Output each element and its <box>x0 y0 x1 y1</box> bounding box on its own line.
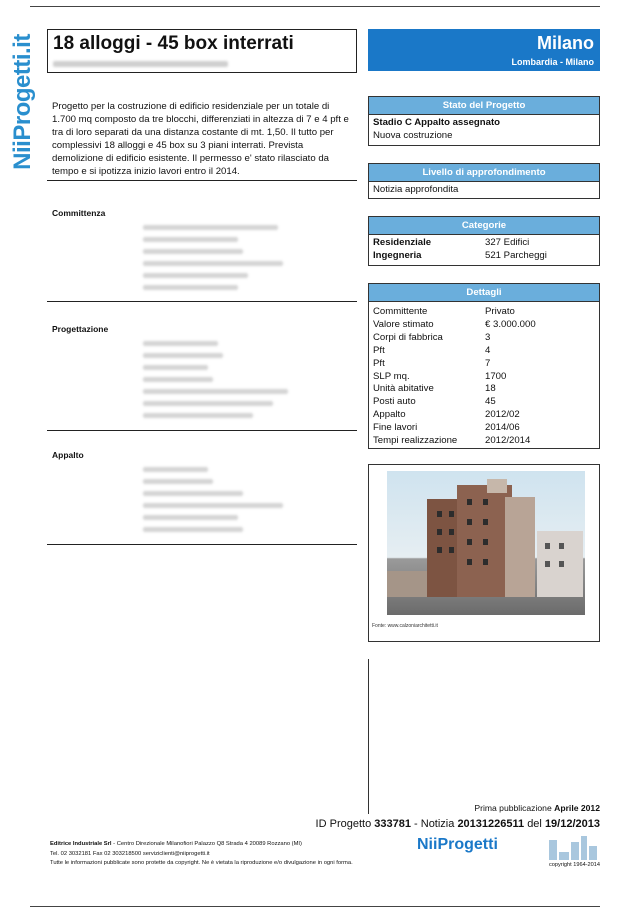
copyright: copyright 1964-2014 <box>548 862 600 868</box>
dettaglio-value: 45 <box>485 396 496 408</box>
dettagli-header: Dettagli <box>369 284 599 302</box>
divider <box>47 180 357 181</box>
first-publication <box>474 803 600 813</box>
categoria-name: Ingegneria <box>373 249 422 261</box>
footer-logo-text: NiiProgetti <box>417 836 498 853</box>
first-pub-label: Prima pubblicazione <box>474 803 552 813</box>
dettaglio-value: 3 <box>485 331 491 343</box>
categoria-name: Residenziale <box>373 237 432 248</box>
blurred-address <box>53 61 228 67</box>
footer-legal: Tutte le informazioni pubblicate sono protette da copyright. Ne è vietata la riproduzione e/o divulgazione in ogni forma. <box>50 860 353 866</box>
dettaglio-row <box>373 409 595 422</box>
dettaglio-row <box>373 371 595 384</box>
dettaglio-value: 4 <box>485 344 491 356</box>
footer <box>50 840 410 869</box>
categorie-header: Categorie <box>369 217 599 235</box>
livello-header: Livello di approfondimento <box>369 164 599 182</box>
dettaglio-value: 2012/02 <box>485 409 520 421</box>
column-rule <box>368 659 369 814</box>
project-description: Progetto per la costruzione di edificio residenziale per un totale di 1.700 mq composto da tre blocchi, differenziati in altezza di 7 e 4 pft e tra di loro separati da una distanza costante di mt. 1,50. Il tutto per complessivi 18 alloggi e 45 box su 3 piani interrati. Prevista demolizione di edificio esistente. Il permesso e' stato rilasciato da tempo e si ipotizza inizio lavori entro il 2014. <box>52 101 349 177</box>
dettaglio-label: Pft <box>373 357 385 369</box>
divider <box>47 430 357 431</box>
project-id-line <box>316 818 600 830</box>
city: Milano <box>537 33 594 53</box>
footer-contacts[interactable]: Tel. 02 3032181 Fax 02 303218500 serviziclienti@niiprogetti.it <box>50 850 210 857</box>
categoria-value: 327 Edifici <box>485 237 530 248</box>
stato-header: Stato del Progetto <box>369 97 599 115</box>
categoria-row <box>373 250 595 263</box>
dettaglio-row <box>373 345 595 358</box>
id-value: 333781 <box>374 818 411 830</box>
dettaglio-row <box>373 358 595 371</box>
stato-tipo: Nuova costruzione <box>373 129 453 141</box>
livello-value: Notizia approfondita <box>373 184 459 195</box>
dettaglio-row <box>373 332 595 345</box>
dettaglio-row <box>373 306 595 319</box>
id-label: ID Progetto <box>315 818 372 830</box>
stato-stadio: Stadio C Appalto assegnato <box>373 117 501 128</box>
stato-panel <box>368 96 600 146</box>
bottom-rule <box>30 906 600 907</box>
section-appalto: Appalto <box>52 450 84 460</box>
divider <box>47 301 357 302</box>
dettaglio-value: 1700 <box>485 370 507 382</box>
divider <box>47 544 357 545</box>
dettaglio-label: Valore stimato <box>373 318 434 330</box>
footer-address: - Centro Direzionale Milanofiori Palazzo Q8 Strada 4 20089 Rozzano (MI) <box>113 841 302 847</box>
photo-credit: Fonte: www.calzoniarchitetti.it <box>372 623 438 629</box>
livello-panel <box>368 163 600 199</box>
section-committenza: Committenza <box>52 208 106 218</box>
dettaglio-label: Corpi di fabbrica <box>373 331 443 343</box>
dettaglio-row <box>373 422 595 435</box>
dettaglio-label: Unità abitative <box>373 383 434 395</box>
blurred-committenza-details <box>143 225 283 297</box>
section-progettazione: Progettazione <box>52 324 109 334</box>
region: Lombardia - Milano <box>511 57 594 67</box>
del-label: del <box>527 818 542 830</box>
first-pub-value: Aprile 2012 <box>554 803 600 813</box>
dettaglio-row <box>373 319 595 332</box>
categoria-row <box>373 237 595 250</box>
notizia-label: - Notizia <box>414 818 455 830</box>
dettaglio-row <box>373 383 595 396</box>
notizia-date: 19/12/2013 <box>544 818 600 830</box>
top-rule <box>30 6 600 7</box>
dettaglio-value: € 3.000.000 <box>485 318 536 330</box>
dettaglio-value: 7 <box>485 357 491 369</box>
dettaglio-value: Privato <box>485 306 515 317</box>
dettaglio-value: 18 <box>485 383 496 395</box>
building-photo <box>387 471 585 615</box>
blurred-appalto-details <box>143 467 283 539</box>
categorie-panel <box>368 216 600 266</box>
photo-panel <box>368 464 600 642</box>
dettaglio-label: Posti auto <box>373 396 416 408</box>
dettaglio-row <box>373 396 595 409</box>
notizia-value: 20131226511 <box>457 818 525 830</box>
title-box <box>47 29 357 73</box>
dettaglio-row <box>373 435 595 448</box>
dettaglio-label: Pft <box>373 344 385 356</box>
footer-logo[interactable] <box>417 834 600 862</box>
footer-company: Editrice Industriale Srl <box>50 841 112 847</box>
dettaglio-value: 2014/06 <box>485 422 520 434</box>
blurred-progettazione-details <box>143 341 288 425</box>
brand-logo[interactable]: NiiProgetti.it <box>9 34 36 170</box>
dettaglio-label: Tempi realizzazione <box>373 435 458 447</box>
dettaglio-value: 2012/2014 <box>485 435 531 447</box>
dettaglio-label: Fine lavori <box>373 422 418 434</box>
dettaglio-label: SLP mq. <box>373 370 410 382</box>
dettaglio-label: Appalto <box>373 409 406 421</box>
location-box <box>368 29 600 71</box>
dettagli-panel <box>368 283 600 449</box>
categoria-value: 521 Parcheggi <box>485 249 547 261</box>
dettaglio-label: Committente <box>373 306 428 317</box>
page-title: 18 alloggi - 45 box interrati <box>53 33 294 54</box>
